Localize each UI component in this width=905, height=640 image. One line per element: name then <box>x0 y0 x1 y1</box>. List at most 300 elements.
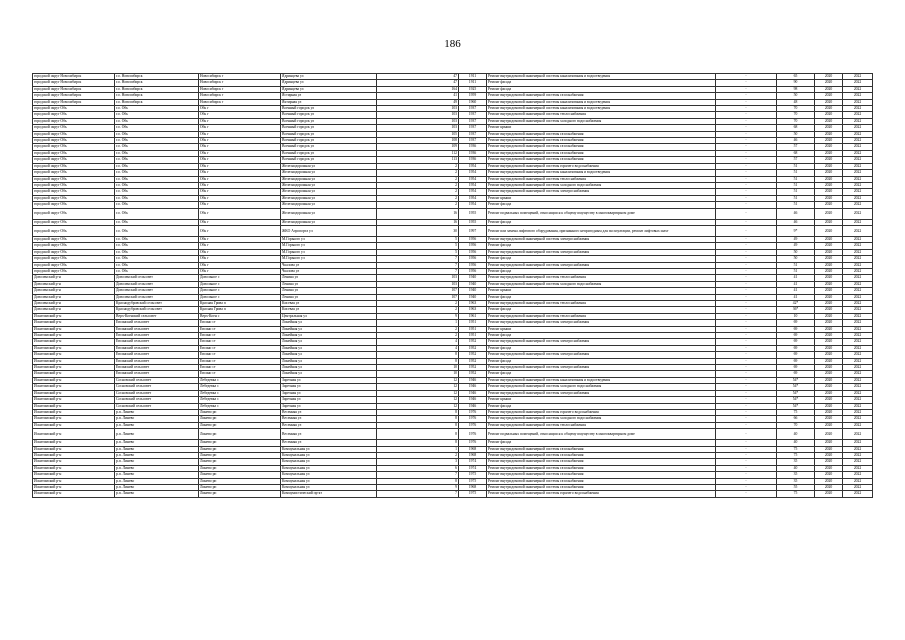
cell-dash-value: - <box>716 491 777 497</box>
cell-locality: Линево рп <box>199 446 281 452</box>
cell-end-year: 2022 <box>843 80 873 86</box>
cell-percent-value: 54* <box>777 397 815 403</box>
cell-house-number: 5 <box>377 243 459 249</box>
cell-work-type: Ремонт подвальных помещений, относящихся к общему имуществу в многоквартирном доме <box>487 208 716 219</box>
cell-settlement: Сосновский сельсовет <box>115 397 199 403</box>
cell-percent-value: 35 <box>777 478 815 484</box>
cell-build-year: 1976 <box>459 422 487 428</box>
cell-street: Весенняя ул <box>281 422 377 428</box>
cell-build-year: 1976 <box>459 440 487 446</box>
cell-house-number: 16 <box>377 219 459 225</box>
cell-end-year: 2022 <box>843 345 873 351</box>
cell-end-year: 2022 <box>843 93 873 99</box>
cell-locality: Обь г <box>199 125 281 131</box>
cell-end-year: 2022 <box>843 208 873 219</box>
cell-end-year: 2022 <box>843 294 873 300</box>
cell-settlement: р.п. Линево <box>115 459 199 465</box>
cell-house-number: 2 <box>377 452 459 458</box>
cell-build-year: 1951 <box>459 326 487 332</box>
cell-start-year: 2020 <box>815 390 843 396</box>
cell-end-year: 2022 <box>843 446 873 452</box>
cell-end-year: 2022 <box>843 157 873 163</box>
cell-locality: Линево рп <box>199 416 281 422</box>
cell-build-year: 1937 <box>459 125 487 131</box>
cell-locality: Обь г <box>199 144 281 150</box>
cell-end-year: 2022 <box>843 397 873 403</box>
cell-locality: Лебедевка с <box>199 390 281 396</box>
cell-settlement: г.о. Обь <box>115 182 199 188</box>
cell-municipal-district: городской округ Обь <box>33 182 115 188</box>
cell-house-number: 8 <box>377 358 459 364</box>
cell-street: Линейная ул <box>281 352 377 358</box>
cell-locality: Евсино ст <box>199 358 281 364</box>
cell-street: Железнодорожная ул <box>281 189 377 195</box>
cell-end-year: 2022 <box>843 377 873 383</box>
cell-build-year: 1974 <box>459 459 487 465</box>
cell-work-type: Ремонт фасада <box>487 294 716 300</box>
cell-end-year: 2022 <box>843 452 873 458</box>
cell-locality: Обь г <box>199 112 281 118</box>
cell-settlement: Верх-Коенский сельсовет <box>115 313 199 319</box>
cell-work-type: Ремонт внутридомовой инженерной системы теплоснабжения <box>487 313 716 319</box>
cell-house-number: 2 <box>377 182 459 188</box>
cell-municipal-district: Искитимский р-н <box>33 333 115 339</box>
cell-street: Ленина ул <box>281 281 377 287</box>
cell-percent-value: 66 <box>777 416 815 422</box>
cell-start-year: 2020 <box>815 484 843 490</box>
cell-percent-value: 50 <box>777 93 815 99</box>
cell-work-type: Ремонт внутридомовой инженерной системы канализования и водоотведения <box>487 99 716 105</box>
cell-settlement: р.п. Линево <box>115 452 199 458</box>
cell-work-type: Ремонт внутридомовой инженерной системы теплоснабжения <box>487 301 716 307</box>
cell-build-year: 1960 <box>459 99 487 105</box>
cell-house-number: 12 <box>377 384 459 390</box>
cell-dash-value: - <box>716 219 777 225</box>
cell-dash-value: - <box>716 365 777 371</box>
cell-settlement: г.о. Обь <box>115 262 199 268</box>
cell-settlement: р.п. Линево <box>115 422 199 428</box>
cell-house-number: 30 <box>377 225 459 236</box>
cell-start-year: 2020 <box>815 440 843 446</box>
cell-start-year: 2020 <box>815 93 843 99</box>
cell-street: Чкалова ул <box>281 262 377 268</box>
cell-municipal-district: городской округ Обь <box>33 208 115 219</box>
cell-dash-value: - <box>716 86 777 92</box>
cell-dash-value: - <box>716 262 777 268</box>
cell-end-year: 2022 <box>843 288 873 294</box>
cell-house-number: 12 <box>377 397 459 403</box>
cell-street: Железнодорожная ул <box>281 163 377 169</box>
cell-work-type: Ремонт фасада <box>487 268 716 274</box>
cell-municipal-district: городской округ Обь <box>33 202 115 208</box>
cell-settlement: г.о. Обь <box>115 112 199 118</box>
cell-house-number: 8 <box>377 429 459 440</box>
cell-municipal-district: Доволенский р-н <box>33 307 115 313</box>
cell-end-year: 2022 <box>843 416 873 422</box>
cell-settlement: г.о. Новосибирск <box>115 99 199 105</box>
cell-build-year: 1997 <box>459 225 487 236</box>
cell-percent-value: 68 <box>777 150 815 156</box>
cell-municipal-district: городской округ Обь <box>33 243 115 249</box>
cell-dash-value: - <box>716 446 777 452</box>
cell-locality: Новосибирск г <box>199 86 281 92</box>
cell-locality: Новосибирск г <box>199 93 281 99</box>
cell-municipal-district: городской округ Обь <box>33 106 115 112</box>
cell-house-number: 7 <box>377 472 459 478</box>
cell-percent-value: 75 <box>777 452 815 458</box>
cell-dash-value: - <box>716 118 777 124</box>
cell-percent-value: 68 <box>777 125 815 131</box>
cell-street: Линейная ул <box>281 339 377 345</box>
cell-start-year: 2020 <box>815 320 843 326</box>
cell-street: Железнодорожная ул <box>281 202 377 208</box>
cell-work-type: Ремонт внутридомовой инженерной системы газоснабжения <box>487 472 716 478</box>
cell-house-number: 103 <box>377 118 459 124</box>
cell-percent-value: 69 <box>777 352 815 358</box>
cell-street: Военный городок ул <box>281 150 377 156</box>
cell-start-year: 2020 <box>815 125 843 131</box>
cell-build-year: 1952 <box>459 339 487 345</box>
cell-dash-value: - <box>716 333 777 339</box>
cell-percent-value: 40 <box>777 465 815 471</box>
cell-start-year: 2020 <box>815 478 843 484</box>
cell-settlement: р.п. Линево <box>115 484 199 490</box>
cell-build-year: 1925 <box>459 86 487 92</box>
cell-house-number: 103 <box>377 112 459 118</box>
cell-build-year: 1937 <box>459 118 487 124</box>
cell-start-year: 2020 <box>815 397 843 403</box>
cell-street: Военный городок ул <box>281 131 377 137</box>
cell-house-number: 12 <box>377 403 459 409</box>
cell-percent-value: 55 <box>777 484 815 490</box>
cell-percent-value: 98 <box>777 86 815 92</box>
cell-work-type: Ремонт внутридомовой инженерной системы канализования и водоотведения <box>487 74 716 80</box>
cell-dash-value: - <box>716 409 777 415</box>
cell-settlement: р.п. Линево <box>115 472 199 478</box>
cell-locality: Линево рп <box>199 491 281 497</box>
cell-house-number: 103 <box>377 106 459 112</box>
cell-municipal-district: городской округ Обь <box>33 189 115 195</box>
cell-percent-value: 51 <box>777 262 815 268</box>
cell-house-number: 2 <box>377 326 459 332</box>
cell-end-year: 2022 <box>843 281 873 287</box>
table-row <box>33 208 873 219</box>
cell-dash-value: - <box>716 243 777 249</box>
cell-settlement: г.о. Обь <box>115 144 199 150</box>
cell-municipal-district: городской округ Обь <box>33 144 115 150</box>
cell-street: Ленина ул <box>281 275 377 281</box>
cell-end-year: 2022 <box>843 313 873 319</box>
cell-street: Ленина ул <box>281 288 377 294</box>
cell-percent-value: 54* <box>777 390 815 396</box>
repair-register-table <box>32 73 873 498</box>
cell-end-year: 2022 <box>843 236 873 242</box>
cell-locality: Новосибирск г <box>199 99 281 105</box>
cell-house-number: 47 <box>377 80 459 86</box>
cell-house-number: 8 <box>377 416 459 422</box>
cell-end-year: 2022 <box>843 256 873 262</box>
cell-municipal-district: Искитимский р-н <box>33 409 115 415</box>
cell-end-year: 2022 <box>843 99 873 105</box>
cell-house-number: 7 <box>377 262 459 268</box>
cell-dash-value: - <box>716 182 777 188</box>
cell-percent-value: 46 <box>777 138 815 144</box>
cell-dash-value: - <box>716 208 777 219</box>
cell-locality: Обь г <box>199 268 281 274</box>
cell-street: Заречная ул <box>281 377 377 383</box>
cell-work-type: Ремонт внутридомовой инженерной системы холодного водоснабжения <box>487 384 716 390</box>
cell-dash-value: - <box>716 301 777 307</box>
cell-locality: Лебедевка с <box>199 384 281 390</box>
cell-dash-value: - <box>716 459 777 465</box>
cell-municipal-district: городской округ Обь <box>33 225 115 236</box>
cell-street: Железнодорожная ул <box>281 208 377 219</box>
cell-municipal-district: городской округ Новосибирск <box>33 86 115 92</box>
cell-build-year: 1956 <box>459 243 487 249</box>
cell-start-year: 2020 <box>815 163 843 169</box>
cell-build-year: 1956 <box>459 236 487 242</box>
cell-start-year: 2020 <box>815 409 843 415</box>
cell-end-year: 2022 <box>843 182 873 188</box>
cell-work-type: Ремонт фасада <box>487 86 716 92</box>
cell-percent-value: 35 <box>777 459 815 465</box>
cell-municipal-district: городской округ Обь <box>33 268 115 274</box>
cell-house-number: 113 <box>377 157 459 163</box>
cell-settlement: Евсинский сельсовет <box>115 365 199 371</box>
cell-build-year: 1955 <box>459 208 487 219</box>
cell-percent-value: 40 <box>777 429 815 440</box>
cell-locality: Обь г <box>199 150 281 156</box>
cell-start-year: 2020 <box>815 384 843 390</box>
cell-dash-value: - <box>716 307 777 313</box>
cell-dash-value: - <box>716 358 777 364</box>
cell-house-number: 2 <box>377 189 459 195</box>
cell-settlement: Сосновский сельсовет <box>115 377 199 383</box>
cell-dash-value: - <box>716 189 777 195</box>
cell-percent-value: 54* <box>777 403 815 409</box>
cell-dash-value: - <box>716 170 777 176</box>
cell-street: Коммунальная ул <box>281 484 377 490</box>
cell-municipal-district: Искитимский р-н <box>33 358 115 364</box>
cell-house-number: 107 <box>377 288 459 294</box>
cell-settlement: г.о. Обь <box>115 150 199 156</box>
cell-end-year: 2022 <box>843 150 873 156</box>
cell-municipal-district: городской округ Обь <box>33 131 115 137</box>
cell-municipal-district: городской округ Новосибирск <box>33 99 115 105</box>
cell-build-year: 1937 <box>459 112 487 118</box>
cell-start-year: 2020 <box>815 446 843 452</box>
cell-dash-value: - <box>716 106 777 112</box>
table-row <box>33 491 873 497</box>
cell-settlement: Доволенский сельсовет <box>115 281 199 287</box>
cell-build-year: 1937 <box>459 106 487 112</box>
cell-locality: Обь г <box>199 262 281 268</box>
cell-work-type: Ремонт подвальных помещений, относящихся к общему имуществу в многоквартирном доме <box>487 429 716 440</box>
cell-percent-value: 50 <box>777 131 815 137</box>
cell-percent-value: 75 <box>777 446 815 452</box>
cell-municipal-district: Искитимский р-н <box>33 446 115 452</box>
cell-house-number: 16 <box>377 208 459 219</box>
cell-dash-value: - <box>716 138 777 144</box>
cell-settlement: р.п. Линево <box>115 446 199 452</box>
cell-build-year: 1955 <box>459 219 487 225</box>
cell-start-year: 2020 <box>815 422 843 428</box>
cell-settlement: г.о. Обь <box>115 189 199 195</box>
cell-municipal-district: Искитимский р-н <box>33 345 115 351</box>
cell-work-type: Ремонт фасада <box>487 202 716 208</box>
cell-house-number: 2 <box>377 176 459 182</box>
cell-municipal-district: городской округ Обь <box>33 256 115 262</box>
cell-dash-value: - <box>716 144 777 150</box>
cell-dash-value: - <box>716 397 777 403</box>
cell-house-number: 1 <box>377 320 459 326</box>
cell-dash-value: - <box>716 99 777 105</box>
cell-municipal-district: Искитимский р-н <box>33 352 115 358</box>
cell-dash-value: - <box>716 320 777 326</box>
cell-street: Военный городок ул <box>281 144 377 150</box>
cell-end-year: 2022 <box>843 365 873 371</box>
cell-start-year: 2020 <box>815 182 843 188</box>
cell-municipal-district: городской округ Обь <box>33 125 115 131</box>
cell-start-year: 2020 <box>815 106 843 112</box>
cell-work-type: Ремонт внутридомовой инженерной системы газоснабжения <box>487 484 716 490</box>
cell-locality: Обь г <box>199 118 281 124</box>
cell-percent-value: 41 <box>777 294 815 300</box>
cell-settlement: г.о. Новосибирск <box>115 80 199 86</box>
cell-house-number: 8 <box>377 352 459 358</box>
cell-percent-value: 41 <box>777 281 815 287</box>
cell-street: Железнодорожная ул <box>281 176 377 182</box>
cell-street: М.Горького ул <box>281 236 377 242</box>
cell-municipal-district: городской округ Обь <box>33 170 115 176</box>
cell-house-number: 112 <box>377 150 459 156</box>
cell-end-year: 2022 <box>843 106 873 112</box>
cell-build-year: 1956 <box>459 268 487 274</box>
cell-percent-value: 51 <box>777 268 815 274</box>
cell-start-year: 2020 <box>815 358 843 364</box>
cell-start-year: 2020 <box>815 268 843 274</box>
cell-start-year: 2020 <box>815 472 843 478</box>
cell-percent-value: 10 <box>777 313 815 319</box>
cell-street: Кисевая ул <box>281 307 377 313</box>
cell-street: Ленина ул <box>281 294 377 300</box>
cell-locality: Обь г <box>199 170 281 176</box>
cell-locality: Обь г <box>199 256 281 262</box>
cell-settlement: р.п. Линево <box>115 465 199 471</box>
cell-settlement: г.о. Обь <box>115 208 199 219</box>
cell-locality: Лебедевка с <box>199 377 281 383</box>
cell-locality: Линево рп <box>199 465 281 471</box>
cell-street: Заречная ул <box>281 397 377 403</box>
cell-start-year: 2020 <box>815 86 843 92</box>
cell-house-number: 164 <box>377 86 459 92</box>
cell-settlement: г.о. Обь <box>115 131 199 137</box>
cell-locality: Лебедевка с <box>199 397 281 403</box>
cell-municipal-district: Искитимский р-н <box>33 484 115 490</box>
cell-work-type: Ремонт внутридомовой инженерной системы газоснабжения <box>487 150 716 156</box>
cell-build-year: 1954 <box>459 195 487 201</box>
cell-start-year: 2020 <box>815 301 843 307</box>
cell-locality: Линево рп <box>199 484 281 490</box>
cell-work-type: Ремонт крыши <box>487 288 716 294</box>
cell-street: М.Горького ул <box>281 249 377 255</box>
cell-street: Линейная ул <box>281 365 377 371</box>
cell-house-number: 109 <box>377 144 459 150</box>
cell-locality: Обь г <box>199 138 281 144</box>
cell-end-year: 2022 <box>843 384 873 390</box>
cell-percent-value: 50 <box>777 249 815 255</box>
cell-build-year: 1952 <box>459 371 487 377</box>
cell-end-year: 2022 <box>843 138 873 144</box>
cell-street: Военный городок ул <box>281 125 377 131</box>
cell-locality: Евсино ст <box>199 352 281 358</box>
cell-end-year: 2022 <box>843 440 873 446</box>
cell-municipal-district: Искитимский р-н <box>33 365 115 371</box>
cell-start-year: 2020 <box>815 236 843 242</box>
cell-work-type: Ремонт внутридомовой инженерной системы горячего водоснабжения <box>487 409 716 415</box>
cell-work-type: Ремонт внутридомовой инженерной системы газоснабжения <box>487 144 716 150</box>
cell-percent-value: 90 <box>777 80 815 86</box>
cell-settlement: г.о. Обь <box>115 202 199 208</box>
cell-end-year: 2022 <box>843 422 873 428</box>
cell-percent-value: 49 <box>777 236 815 242</box>
cell-locality: Обь г <box>199 106 281 112</box>
cell-municipal-district: Искитимский р-н <box>33 472 115 478</box>
cell-percent-value: 69 <box>777 365 815 371</box>
cell-settlement: Сосновский сельсовет <box>115 403 199 409</box>
cell-build-year: 1940 <box>459 294 487 300</box>
cell-percent-value: 70 <box>777 118 815 124</box>
cell-start-year: 2020 <box>815 307 843 313</box>
cell-municipal-district: Доволенский р-н <box>33 275 115 281</box>
cell-work-type: Ремонт внутридомовой инженерной системы горячего водоснабжения <box>487 163 716 169</box>
cell-house-number: 103 <box>377 275 459 281</box>
cell-house-number: 3 <box>377 459 459 465</box>
cell-dash-value: - <box>716 416 777 422</box>
cell-house-number: 41 <box>377 93 459 99</box>
cell-work-type: Ремонт внутридомовой инженерной системы электроснабжения <box>487 320 716 326</box>
cell-start-year: 2020 <box>815 294 843 300</box>
cell-start-year: 2020 <box>815 352 843 358</box>
cell-street: Линейная ул <box>281 371 377 377</box>
cell-work-type: Ремонт внутридомовой инженерной системы электроснабжения <box>487 189 716 195</box>
cell-municipal-district: Искитимский р-н <box>33 397 115 403</box>
cell-work-type: Ремонт фасада <box>487 440 716 446</box>
cell-street: Центральная ул <box>281 313 377 319</box>
cell-municipal-district: Искитимский р-н <box>33 371 115 377</box>
cell-dash-value: - <box>716 371 777 377</box>
page-number: 186 <box>444 38 461 50</box>
cell-end-year: 2022 <box>843 409 873 415</box>
cell-street: Военный городок ул <box>281 106 377 112</box>
cell-build-year: 1946 <box>459 390 487 396</box>
cell-street: Линейная ул <box>281 333 377 339</box>
cell-locality: Верх-Коен с <box>199 313 281 319</box>
cell-build-year: 1976 <box>459 409 487 415</box>
cell-settlement: г.о. Новосибирск <box>115 86 199 92</box>
cell-start-year: 2020 <box>815 333 843 339</box>
cell-start-year: 2020 <box>815 339 843 345</box>
cell-dash-value: - <box>716 281 777 287</box>
cell-dash-value: - <box>716 313 777 319</box>
cell-start-year: 2020 <box>815 416 843 422</box>
cell-street: Военный городок ул <box>281 157 377 163</box>
cell-start-year: 2020 <box>815 208 843 219</box>
cell-dash-value: - <box>716 440 777 446</box>
cell-work-type: Ремонт внутридомовой инженерной системы газоснабжения <box>487 157 716 163</box>
cell-work-type: Ремонт внутридомовой инженерной системы теплоснабжения <box>487 275 716 281</box>
cell-municipal-district: Искитимский р-н <box>33 320 115 326</box>
